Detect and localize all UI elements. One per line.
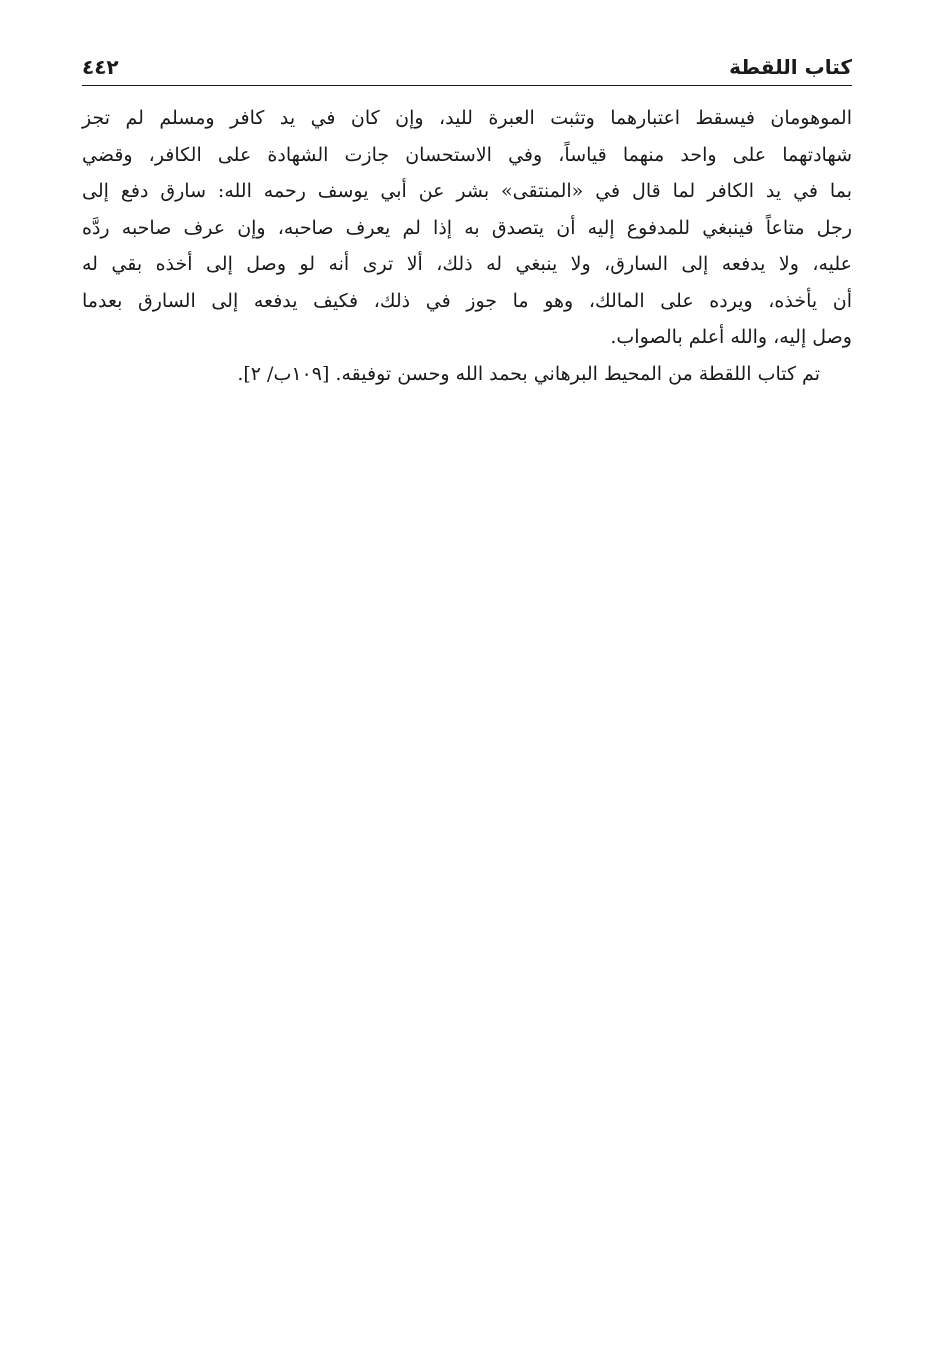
chapter-closing-line: تم كتاب اللقطة من المحيط البرهاني بحمد الله وحسن توفيقه. [١٠٩ب/ ٢].	[237, 362, 820, 385]
chapter-title: كتاب اللقطة	[729, 55, 852, 79]
running-header	[82, 48, 852, 80]
text-line: شهادتهما على واحد منهما قياساً، وفي الاستحسان جازت الشهادة على الكافر، وقضي	[82, 143, 852, 166]
body-text	[82, 100, 852, 392]
main-paragraph	[82, 100, 852, 356]
text-line: رجل متاعاً فينبغي للمدفوع إليه أن يتصدق به إذا لم يعرف صاحبه، وإن عرف صاحبه ردَّه	[82, 216, 852, 239]
text-line: بما في يد الكافر لما قال في «المنتقى» بشر عن أبي يوسف رحمه الله: سارق دفع إلى	[82, 180, 852, 202]
text-line: الموهومان فيسقط اعتبارهما وتثبت العبرة لليد، وإن كان في يد كافر ومسلم لم تجز	[82, 107, 852, 129]
page-number: ٤٤٢	[82, 55, 119, 79]
header-divider	[82, 85, 852, 86]
text-line: عليه، ولا يدفعه إلى السارق، ولا ينبغي له ذلك، ألا ترى أنه لو وصل إلى أخذه بقي له	[82, 253, 852, 275]
text-line: وصل إليه، والله أعلم بالصواب.	[610, 326, 852, 348]
text-line: أن يأخذه، ويرده على المالك، وهو ما جوز في ذلك، فكيف يدفعه إلى السارق بعدما	[82, 289, 852, 312]
